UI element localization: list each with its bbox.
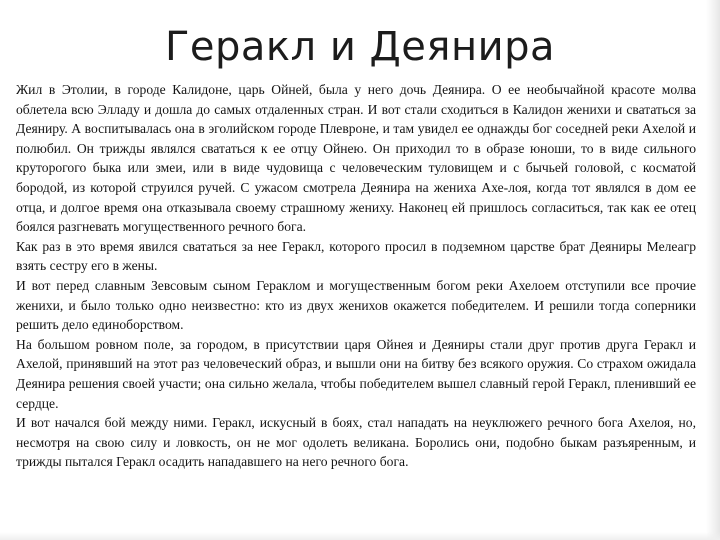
- paragraph-4: На большом ровном поле, за городом, в присутствии царя Ойнея и Деяниры стали друг против друга Геракл и Ахелой, принявший на этот раз человеческий образ, и вышли они на битву без всякого оружия. Со страхом ожидала Деянира решения своей участи; она сильно желала, чтобы победителем вышел славный герой Геракл, пленивший ее сердце.: [16, 336, 696, 411]
- paragraph-2: Как раз в это время явился свататься за нее Геракл, которого просил в подземном царстве брат Деяниры Мелеагр взять сестру его в жены.: [16, 238, 696, 274]
- slide-title: Геракл и Деянира: [164, 24, 556, 70]
- paragraph-5: И вот начался бой между ними. Геракл, искусный в боях, стал нападать на неуклюжего речного бога Ахелоя, но, несмотря на свою силу и ловкость, он не мог одолеть великана. Боролись они, подобно быкам разъяренным, и трижды пытался Геракл осадить нападавшего на него речного бога.: [16, 415, 696, 470]
- slide-edge-shadow-right: [706, 0, 720, 540]
- slide-body-text: [16, 80, 696, 472]
- paragraph-3: И вот перед славным Зевсовым сыном Гераклом и могущественным богом реки Ахелоем отступили все прочие женихи, и было только одно неизвестно: кто из двух женихов окажется победителем. И решили тогда соперники решить дело единоборством.: [16, 277, 696, 333]
- paragraph-1: Жил в Этолии, в городе Калидоне, царь Ойней, была у него дочь Деянира. О ее необычайной красоте молва облетела всю Элладу и дошла до самых отдаленных стран. И вот стали сходиться в Калидон женихи и свататься за Деяниру. А воспитывалась она в эголийском городе Плевроне, и там увидел ее однажды бог соседней реки Ахелой и полюбил. Он трижды являлся свататься к ее отцу Ойнею. Он приходил то в образе юноши, то в виде сильного круторогого быка или змеи, или в виде чудовища с человеческим туловищем и с бычьей головой, с косматой бородой, из которой струился ручей. С ужасом смотрела Деянира на жениха Ахе-лоя, когда тот являлся в дом ее отца, и долгое время она отказывала своему страшному жениху. Наконец ей пришлось согласиться, так как ее отец боялся разгневать могущественного речного бога.: [16, 82, 696, 235]
- slide-edge-shadow-bottom: [0, 532, 720, 540]
